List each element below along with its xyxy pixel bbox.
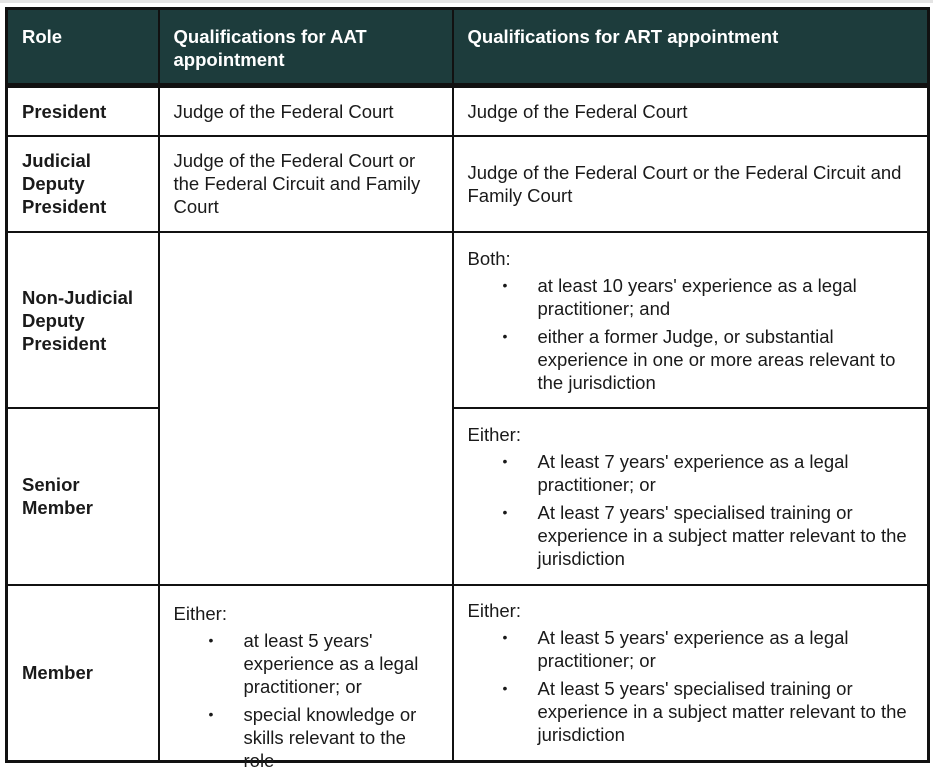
art-bullet-list <box>468 450 914 570</box>
bullet-icon: • <box>502 452 508 469</box>
list-item: • At least 5 years' specialised training or experience in a subject matter relevant to the jurisdiction <box>502 678 907 746</box>
aat-merged-intro: Either: <box>173 602 227 624</box>
header-role: Role <box>7 9 159 86</box>
header-art-qualifications: Qualifications for ART appointment <box>453 9 929 86</box>
role-cell: President <box>7 86 159 136</box>
table-row-senior-member <box>7 408 929 585</box>
role-cell: Senior Member <box>7 408 159 585</box>
bullet-icon: • <box>502 327 508 344</box>
top-edge-strip <box>0 0 933 3</box>
header-row <box>7 9 929 86</box>
role-cell: Non-Judicial Deputy President <box>7 232 159 408</box>
art-bullet-list <box>468 626 914 746</box>
art-intro: Both: <box>467 247 511 269</box>
bullet-icon: • <box>502 276 508 293</box>
aat-merged-bullet-list <box>174 629 438 772</box>
list-item: • either a former Judge, or substantial experience in one or more areas relevant to the jurisdiction <box>502 325 896 393</box>
list-item: • at least 10 years' experience as a legal practitioner; and <box>502 274 857 319</box>
role-cell: Member <box>7 585 159 762</box>
art-cell: Judge of the Federal Court <box>453 86 929 136</box>
list-item: • At least 7 years' experience as a legal practitioner; or <box>502 450 849 495</box>
art-cell <box>453 232 929 408</box>
table-row-non-judicial-deputy-president <box>7 232 929 408</box>
bullet-icon: • <box>502 629 508 646</box>
art-cell <box>453 585 929 762</box>
art-cell: Judge of the Federal Court or the Federal Circuit and Family Court <box>453 136 929 232</box>
bullet-icon: • <box>502 503 508 520</box>
art-intro: Either: <box>467 423 521 445</box>
bullet-icon: • <box>502 680 508 697</box>
qualifications-comparison-table <box>5 7 930 771</box>
art-cell <box>453 408 929 585</box>
aat-cell: Judge of the Federal Court <box>159 86 453 136</box>
table-row-president <box>7 86 929 136</box>
list-item: • special knowledge or skills relevant to the role <box>208 703 417 771</box>
bullet-icon: • <box>208 631 214 648</box>
art-bullet-list <box>468 274 914 394</box>
list-item: • At least 7 years' specialised training or experience in a subject matter relevant to the jurisdiction <box>502 501 907 569</box>
table-row-member <box>7 585 929 762</box>
list-item: • at least 5 years' experience as a legal practitioner; or <box>208 629 419 697</box>
list-item: • At least 5 years' experience as a legal practitioner; or <box>502 627 849 672</box>
art-intro: Either: <box>467 600 521 622</box>
table-row-judicial-deputy-president <box>7 136 929 232</box>
aat-cell-merged <box>159 232 453 771</box>
role-cell: Judicial Deputy President <box>7 136 159 232</box>
header-aat-qualifications: Qualifications for AAT appointment <box>159 9 453 86</box>
bullet-icon: • <box>208 705 214 722</box>
aat-cell: Judge of the Federal Court or the Federal Circuit and Family Court <box>159 136 453 232</box>
